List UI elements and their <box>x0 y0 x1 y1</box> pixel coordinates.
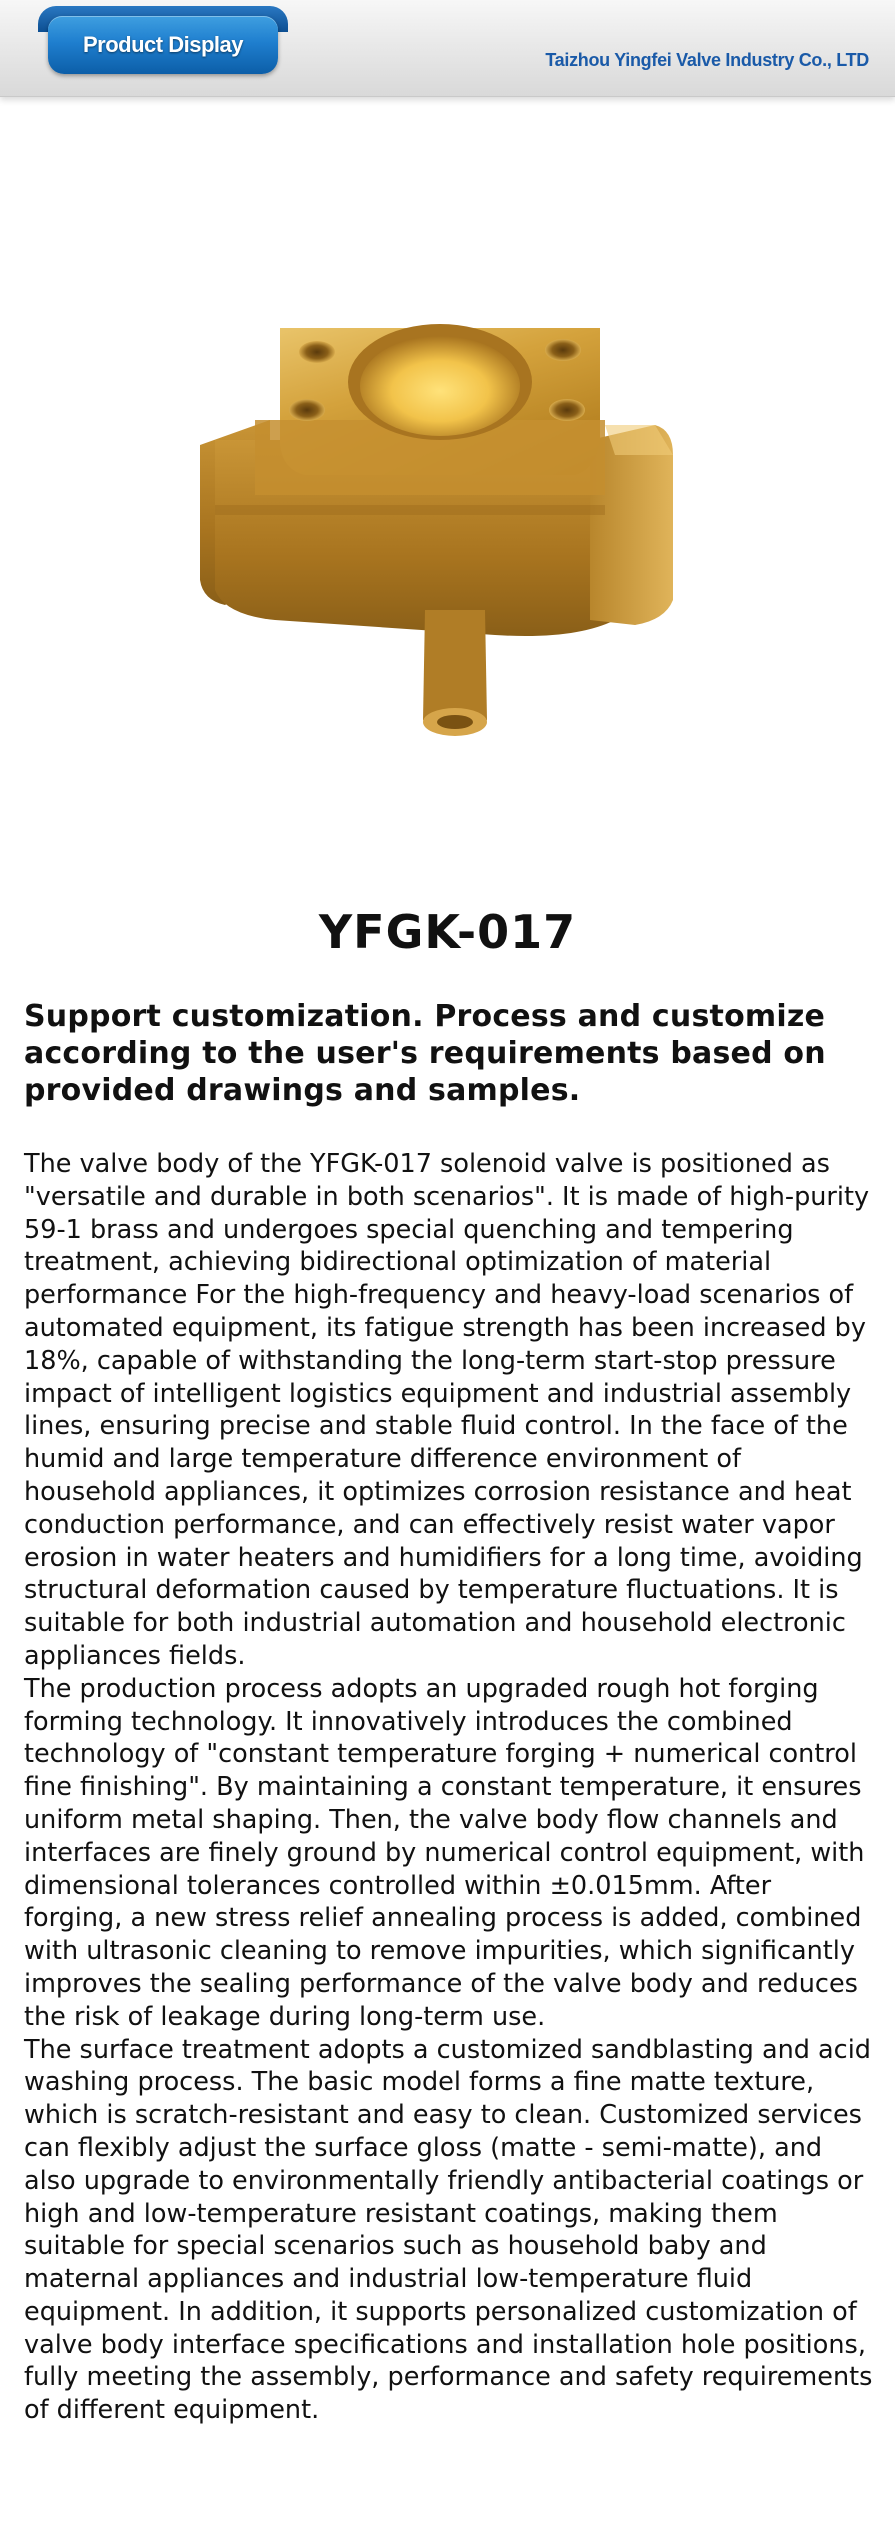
product-subtitle: Support customization. Process and customize according to the user's requirements based on provided drawings and samples. <box>24 999 826 1108</box>
description-paragraph: The surface treatment adopts a customized sandblasting and acid washing process. The basic model forms a fine matte texture, which is scratch-resistant and easy to clean. Customized services can flexibly adjust the surface gloss (matte - semi-matte), and also upgrade to environmentally friendly antibacterial coatings or high and low-temperature resistant coatings, making them suitable for special scenarios such as household baby and maternal appliances and industrial low-temperature fluid equipment. In addition, it supports personalized customization of valve body interface specifications and installation hole positions, fully meeting the assembly, performance and safety requirements of different equipment. <box>24 2034 873 2426</box>
header-bar <box>0 0 895 97</box>
product-description <box>24 1148 874 2427</box>
section-tab-body <box>48 16 278 74</box>
product-photo <box>195 320 715 750</box>
description-paragraph: The valve body of the YFGK-017 solenoid valve is positioned as "versatile and durable in both scenarios". It is made of high-purity 59-1 brass and undergoes special quenching and tempering treatment, achieving bidirectional optimization of material performance For the high-frequency and heavy-load scenarios of automated equipment, its fatigue strength has been increased by 18%, capable of withstanding the long-term start-stop pressure impact of intelligent logistics equipment and industrial assembly lines, ensuring precise and stable fluid control. In the face of the humid and large temperature difference environment of household appliances, it optimizes corrosion resistance and heat conduction performance, and can effectively resist water vapor erosion in water heaters and humidifiers for a long time, avoiding structural deformation caused by temperature fluctuations. It is suitable for both industrial automation and household electronic appliances fields. <box>24 1149 870 1671</box>
section-tab-label: Product Display <box>83 32 243 57</box>
company-name: Taizhou Yingfei Valve Industry Co., LTD <box>545 50 869 70</box>
product-model: YFGK-017 <box>318 905 577 959</box>
description-paragraph: The production process adopts an upgraded rough hot forging forming technology. It innovatively introduces the combined technology of "constant temperature forging + numerical control fine finishing". By maintaining a constant temperature, it ensures uniform metal shaping. Then, the valve body flow channels and interfaces are finely ground by numerical control equipment, with dimensional tolerances controlled within ±0.015mm. After forging, a new stress relief annealing process is added, combined with ultrasonic cleaning to remove impurities, which significantly improves the sealing performance of the valve body and reduces the risk of leakage during long-term use. <box>24 1673 865 2032</box>
section-tab <box>38 6 288 74</box>
